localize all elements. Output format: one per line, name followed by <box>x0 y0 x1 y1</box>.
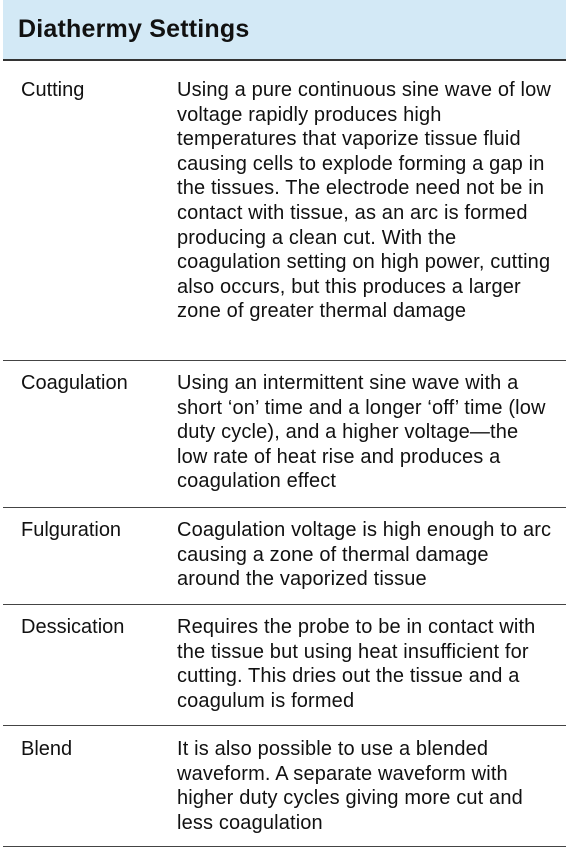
row-description: Requires the probe to be in contact with the tissue but using heat insufficient for cutting. This dries out the tissue and a coagulum is formed <box>177 616 536 712</box>
row-term: Cutting <box>21 79 85 101</box>
row-term: Fulguration <box>21 519 122 541</box>
row-term: Coagulation <box>21 372 128 394</box>
table-header <box>3 0 566 61</box>
table-row-cutting <box>3 61 566 361</box>
row-description: Using a pure continuous sine wave of low voltage rapidly produces high temperatures that vaporize tissue fluid causing cells to explode forming a gap in the tissues. The electrode need not be in contact with tissue, as an arc is formed producing a clean cut. With the coagulation setting on high power, cutting also occurs, but this produces a larger zone of greater thermal damage <box>177 79 551 323</box>
diathermy-settings-table <box>3 0 566 847</box>
table-row-dessication <box>3 605 566 726</box>
row-term: Blend <box>21 738 73 760</box>
row-description: Coagulation voltage is high enough to arc causing a zone of thermal damage around the vaporized tissue <box>177 519 552 591</box>
row-description: It is also possible to use a blended waveform. A separate waveform with higher duty cycles giving more cut and less coagulation <box>177 738 523 834</box>
table-row-coagulation <box>3 361 566 508</box>
table-row-blend <box>3 726 566 847</box>
row-term: Dessication <box>21 616 125 638</box>
table-title: Diathermy Settings <box>18 15 250 43</box>
table-row-fulguration <box>3 508 566 605</box>
row-description: Using an intermittent sine wave with a short ‘on’ time and a longer ‘off’ time (low duty cycle), and a higher voltage—the low rate of heat rise and produces a coagulation effect <box>177 372 546 493</box>
